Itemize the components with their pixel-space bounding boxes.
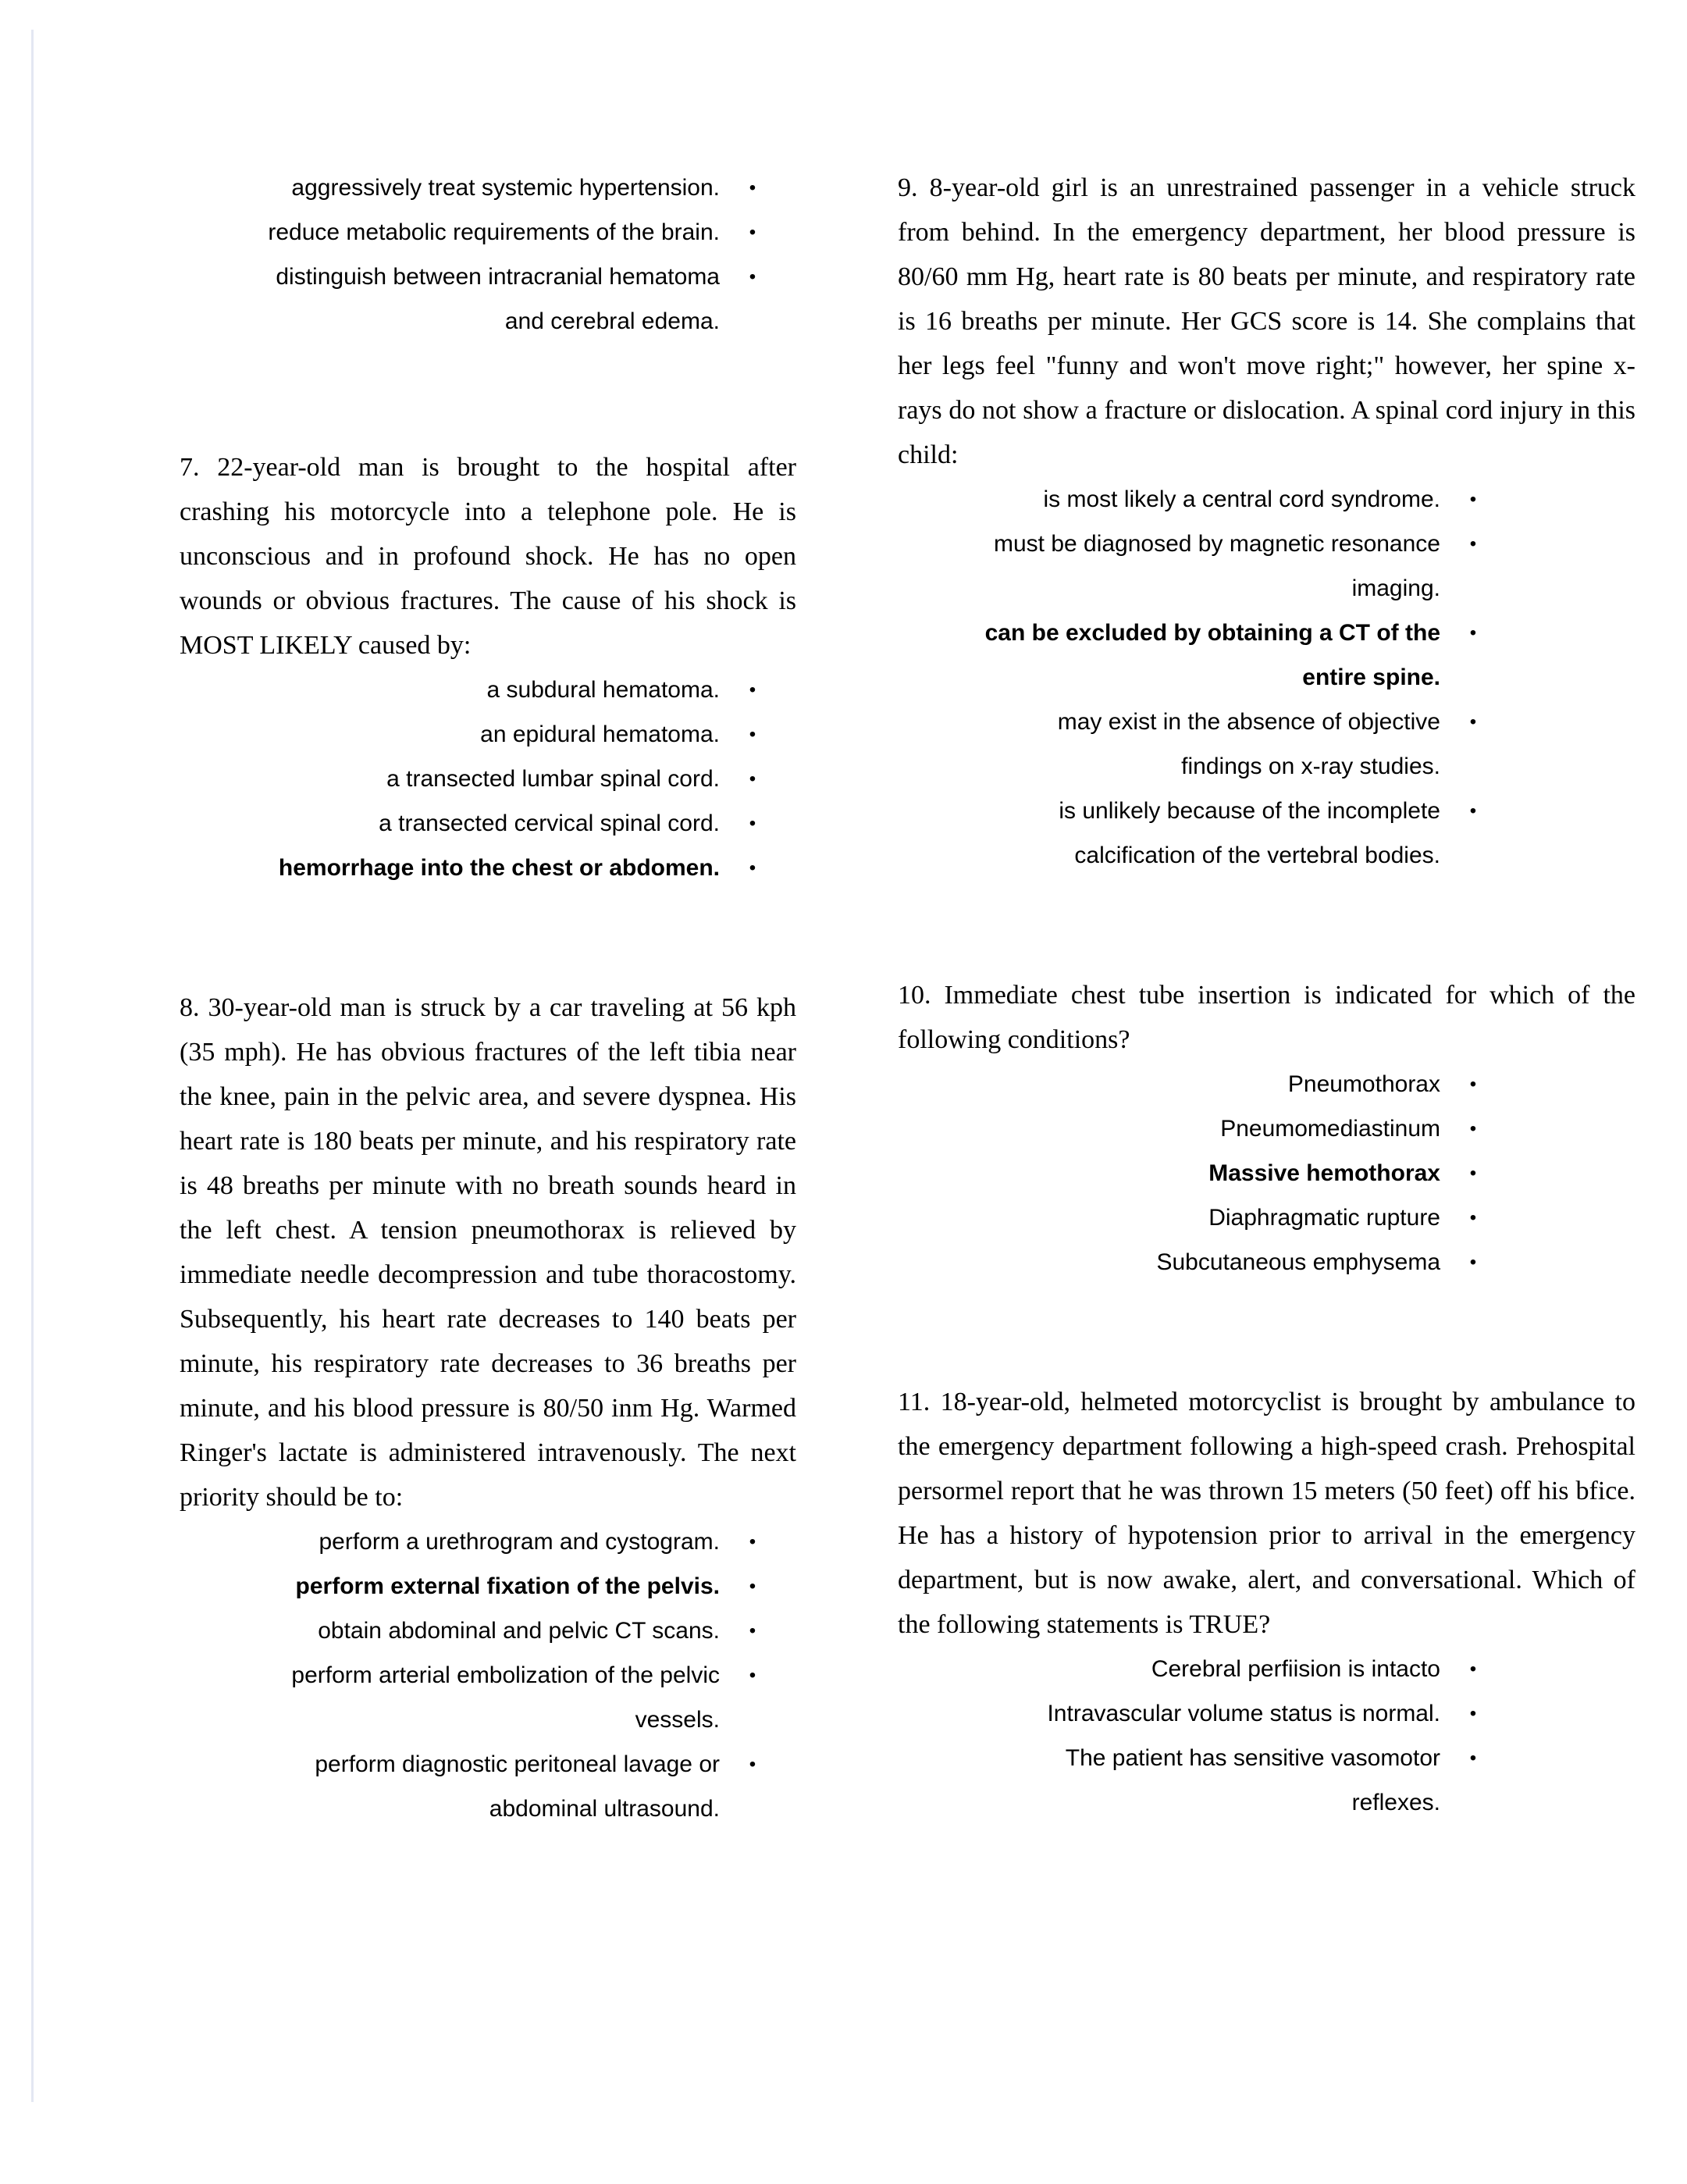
option-label: obtain abdominal and pelvic CT scans. xyxy=(318,1618,720,1644)
option-label-correct: Massive hemothorax xyxy=(1208,1160,1440,1186)
option-label: Pneumomediastinum xyxy=(1220,1116,1440,1142)
option-item xyxy=(265,712,759,757)
bullet-icon: • xyxy=(749,679,756,700)
bullet-icon: • xyxy=(749,1754,756,1775)
option-label: Diaphragmatic rupture xyxy=(1208,1205,1440,1231)
option-label: a transected cervical spinal cord. xyxy=(379,811,720,836)
option-item xyxy=(972,522,1479,611)
option-label-correct: perform external fixation of the pelvis. xyxy=(295,1573,720,1599)
option-label: is unlikely because of the incomplete calcification of the vertebral bodies. xyxy=(1059,798,1440,868)
option-item xyxy=(265,210,759,255)
bullet-icon: • xyxy=(1469,489,1477,510)
option-item xyxy=(972,1736,1479,1825)
option-item xyxy=(972,1647,1479,1691)
question-9-stem: 9. 8-year-old girl is an unrestrained passenger in a vehicle struck from behind. In the emergency department, her blood pressure is 80/60 mm Hg, heart rate is 80 beats per minute, and respiratory rate is 16 breaths per minute. Her GCS score is 14. She complains that her legs feel "funny and won't move right;" however, her spine x-rays do not show a fracture or dislocation. A spinal cord injury in this child: xyxy=(898,173,1635,469)
question-8-stem: 8. 30-year-old man is struck by a car traveling at 56 kph (35 mph). He has obvious fractures of the left tibia near the knee, pain in the pelvic area, and severe dyspnea. His heart rate is 180 beats per minute, and his respiratory rate is 48 breaths per minute with no breath sounds heard in the left chest. A tension pneumothorax is relieved by immediate needle decompression and tube thoracostomy. Subsequently, his heart rate decreases to 140 beats per minute, his respiratory rate decreases to 36 breaths per minute, and his blood pressure is 80/50 inm Hg. Warmed Ringer's lactate is administered intravenously. The next priority should be to: xyxy=(180,993,796,1512)
left-column xyxy=(180,166,796,1831)
document-body xyxy=(180,166,1635,1831)
bullet-icon: • xyxy=(1469,711,1477,732)
bullet-icon: • xyxy=(749,222,756,243)
option-label: is most likely a central cord syndrome. xyxy=(1043,486,1440,512)
option-item xyxy=(265,846,759,890)
option-label: perform arterial embolization of the pelvic vessels. xyxy=(291,1662,720,1733)
option-label: The patient has sensitive vasomotor reflexes. xyxy=(1065,1745,1440,1815)
question-9-options-list xyxy=(898,477,1635,878)
option-label: a subdural hematoma. xyxy=(486,677,720,703)
option-item xyxy=(972,789,1479,878)
option-label: Pneumothorax xyxy=(1287,1071,1440,1097)
option-item xyxy=(265,255,759,344)
question-11-stem: 11. 18-year-old, helmeted motorcyclist is brought by ambulance to the emergency department following a high-speed crash. Prehospital persormel report that he was thrown 15 meters (50 feet) off his bfice. He has a history of hypotension prior to arrival in the emergency department, but is now awake, alert, and conversational. Which of the following statements is TRUE? xyxy=(898,1388,1635,1639)
option-label-correct: hemorrhage into the chest or abdomen. xyxy=(278,855,720,881)
bullet-icon: • xyxy=(749,1620,756,1641)
option-item xyxy=(265,1520,759,1564)
bullet-icon: • xyxy=(749,857,756,878)
option-item xyxy=(972,477,1479,522)
question-10-options-list xyxy=(898,1062,1635,1284)
bullet-icon: • xyxy=(749,266,756,287)
right-column xyxy=(898,166,1635,1831)
option-item xyxy=(265,166,759,210)
option-item xyxy=(265,1742,759,1831)
carryover-options-list xyxy=(180,166,796,344)
option-item xyxy=(972,1195,1479,1240)
bullet-icon: • xyxy=(1469,1658,1477,1680)
option-item xyxy=(265,801,759,846)
bullet-icon: • xyxy=(1469,1207,1477,1228)
option-item xyxy=(265,1564,759,1609)
bullet-icon: • xyxy=(749,177,756,198)
question-7-stem: 7. 22-year-old man is brought to the hospital after crashing his motorcycle into a telephone pole. He is unconscious and in profound shock. He has no open wounds or obvious fractures. The cause of his shock is MOST LIKELY caused by: xyxy=(180,453,796,660)
bullet-icon: • xyxy=(749,1576,756,1597)
option-item xyxy=(972,1691,1479,1736)
option-item xyxy=(972,1151,1479,1195)
option-item xyxy=(972,700,1479,789)
option-label-correct: can be excluded by obtaining a CT of the entire spine. xyxy=(984,620,1440,690)
bullet-icon: • xyxy=(1469,800,1477,821)
option-item xyxy=(265,1609,759,1653)
option-label: must be diagnosed by magnetic resonance imaging. xyxy=(993,531,1440,601)
bullet-icon: • xyxy=(1469,1252,1477,1273)
option-label: perform a urethrogram and cystogram. xyxy=(319,1529,720,1555)
option-label: distinguish between intracranial hematoma and cerebral edema. xyxy=(276,264,720,334)
page-left-rule xyxy=(31,30,34,2102)
bullet-icon: • xyxy=(1469,1703,1477,1724)
bullet-icon: • xyxy=(749,813,756,834)
option-label: Cerebral perfiision is intacto xyxy=(1151,1656,1440,1682)
bullet-icon: • xyxy=(749,1531,756,1552)
option-item xyxy=(972,1106,1479,1151)
question-11-options-list xyxy=(898,1647,1635,1825)
bullet-icon: • xyxy=(1469,533,1477,554)
option-label: an epidural hematoma. xyxy=(480,721,720,747)
option-label: Subcutaneous emphysema xyxy=(1156,1249,1440,1275)
bullet-icon: • xyxy=(1469,1074,1477,1095)
option-label: aggressively treat systemic hypertension. xyxy=(291,175,720,201)
option-label: a transected lumbar spinal cord. xyxy=(386,766,720,792)
option-label: reduce metabolic requirements of the brain. xyxy=(268,219,720,245)
bullet-icon: • xyxy=(749,768,756,789)
bullet-icon: • xyxy=(749,724,756,745)
bullet-icon: • xyxy=(1469,622,1477,643)
bullet-icon: • xyxy=(1469,1118,1477,1139)
option-item xyxy=(972,1062,1479,1106)
question-10-stem: 10. Immediate chest tube insertion is indicated for which of the following conditions? xyxy=(898,981,1635,1054)
option-item xyxy=(265,1653,759,1742)
option-label: may exist in the absence of objective findings on x-ray studies. xyxy=(1057,709,1440,779)
option-item xyxy=(265,668,759,712)
question-8-options-list xyxy=(180,1520,796,1831)
option-item xyxy=(972,611,1479,700)
bullet-icon: • xyxy=(749,1665,756,1686)
option-label: perform diagnostic peritoneal lavage or abdominal ultrasound. xyxy=(315,1751,720,1822)
option-item xyxy=(265,757,759,801)
bullet-icon: • xyxy=(1469,1748,1477,1769)
question-7-options-list xyxy=(180,668,796,890)
bullet-icon: • xyxy=(1469,1163,1477,1184)
option-label: Intravascular volume status is normal. xyxy=(1047,1701,1440,1726)
option-item xyxy=(972,1240,1479,1284)
